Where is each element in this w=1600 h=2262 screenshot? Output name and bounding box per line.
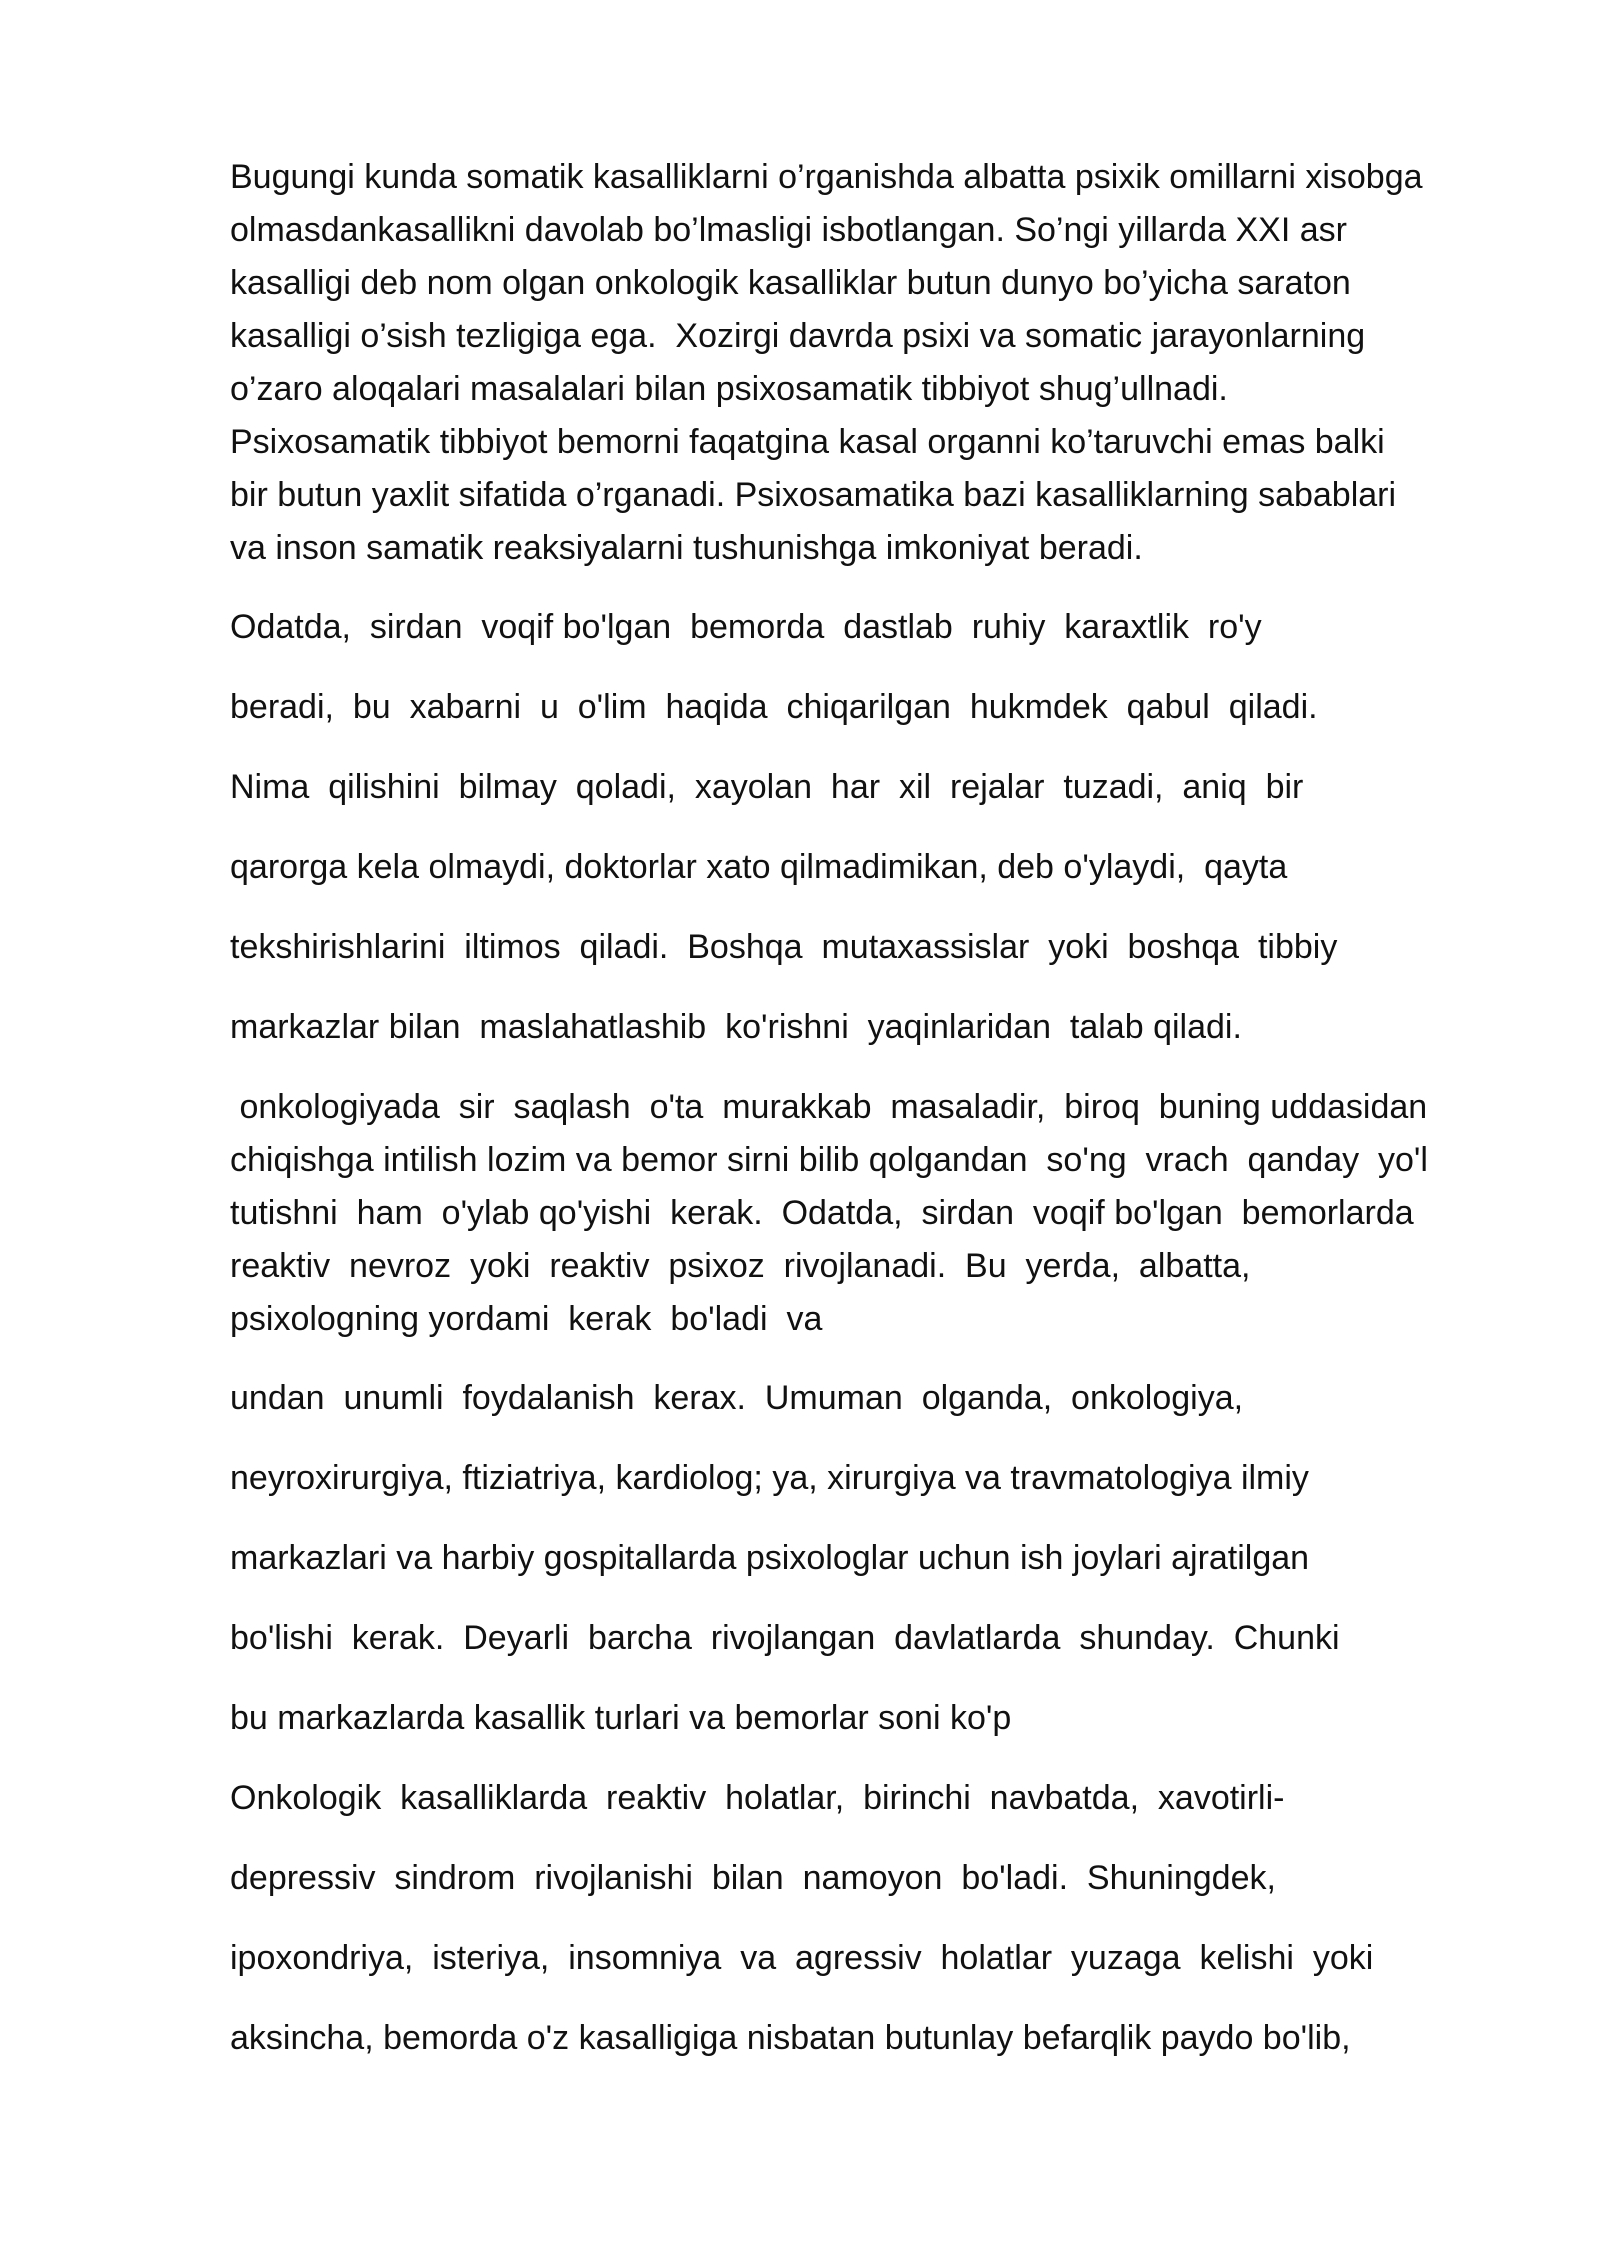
paragraph-line: va inson samatik reaksiyalarni tushunishga imkoniyat beradi. — [230, 529, 1143, 567]
paragraph-line: psixologning yordami kerak bo'ladi va — [230, 1300, 823, 1338]
paragraph-line: depressiv sindrom rivojlanishi bilan namoyon bo'ladi. Shuningdek, — [230, 1859, 1276, 1897]
paragraph-line: ipoxondriya, isteriya, insomniya va agressiv holatlar yuzaga kelishi yoki — [230, 1939, 1374, 1977]
paragraph-line: neyroxirurgiya, ftiziatriya, kardiolog; ya, xirurgiya va travmatologiya ilmiy — [230, 1459, 1309, 1497]
paragraph-line: o’zaro aloqalari masalalari bilan psixosamatik tibbiyot shug’ullnadi. — [230, 370, 1228, 408]
paragraph-line: bu markazlarda kasallik turlari va bemorlar soni ko'p — [230, 1699, 1012, 1737]
paragraph-line: kasalligi deb nom olgan onkologik kasalliklar butun dunyo bo’yicha saraton — [230, 264, 1351, 302]
paragraph-line: reaktiv nevroz yoki reaktiv psixoz rivojlanadi. Bu yerda, albatta, — [230, 1247, 1251, 1285]
paragraph-line: Odatda, sirdan voqif bo'lgan bemorda dastlab ruhiy karaxtlik ro'y — [230, 608, 1262, 646]
paragraph-line: onkologiyada sir saqlash o'ta murakkab masaladir, biroq buning uddasidan — [230, 1088, 1428, 1126]
paragraph-line: beradi, bu xabarni u o'lim haqida chiqarilgan hukmdek qabul qiladi. — [230, 688, 1318, 726]
paragraph-line: bo'lishi kerak. Deyarli barcha rivojlangan davlatlarda shunday. Chunki — [230, 1619, 1340, 1657]
paragraph-line: qarorga kela olmaydi, doktorlar xato qilmadimikan, deb o'ylaydi, qayta — [230, 848, 1288, 886]
paragraph-line: markazlari va harbiy gospitallarda psixologlar uchun ish joylari ajratilgan — [230, 1539, 1310, 1577]
paragraph-line: bir butun yaxlit sifatida o’rganadi. Psixosamatika bazi kasalliklarning sabablari — [230, 476, 1397, 514]
paragraph-line: olmasdankasallikni davolab bo’lmasligi isbotlangan. So’ngi yillarda XXI asr — [230, 211, 1347, 249]
paragraph-line: aksincha, bemorda o'z kasalligiga nisbatan butunlay befarqlik paydo bo'lib, — [230, 2019, 1351, 2057]
paragraph-line: kasalligi o’sish tezligiga ega. Xozirgi davrda psixi va somatic jarayonlarning — [230, 317, 1366, 355]
paragraph-line: tekshirishlarini iltimos qiladi. Boshqa mutaxassislar yoki boshqa tibbiy — [230, 928, 1338, 966]
paragraph-line: markazlar bilan maslahatlashib ko'rishni yaqinlaridan talab qiladi. — [230, 1008, 1242, 1046]
paragraph-line: Nima qilishini bilmay qoladi, xayolan har xil rejalar tuzadi, aniq bir — [230, 768, 1304, 806]
paragraph-line: Bugungi kunda somatik kasalliklarni o’rganishda albatta psixik omillarni xisobga — [230, 158, 1423, 196]
paragraph-line: chiqishga intilish lozim va bemor sirni bilib qolgandan so'ng vrach qanday yo'l — [230, 1141, 1428, 1179]
paragraph-line: tutishni ham o'ylab qo'yishi kerak. Odatda, sirdan voqif bo'lgan bemorlarda — [230, 1194, 1414, 1232]
paragraph-line: undan unumli foydalanish kerax. Umuman olganda, onkologiya, — [230, 1379, 1244, 1417]
paragraph-line: Onkologik kasalliklarda reaktiv holatlar, birinchi navbatda, xavotirli- — [230, 1779, 1285, 1817]
paragraph-line: Psixosamatik tibbiyot bemorni faqatgina kasal organni ko’taruvchi emas balki — [230, 423, 1385, 461]
